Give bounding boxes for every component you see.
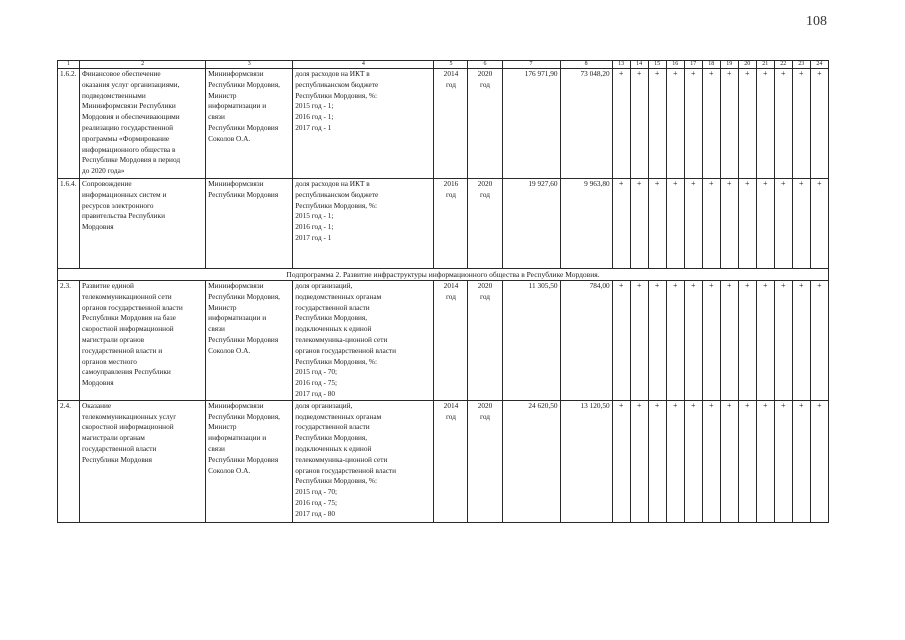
activity-name	[80, 281, 206, 401]
activity-name-line: органов местного	[82, 356, 137, 366]
plus-mark: +	[810, 281, 828, 401]
row-number: 1.6.4.	[58, 179, 80, 269]
indicator-line: 2017 год - 1	[295, 122, 332, 132]
executor-line: Соколов О.А.	[208, 465, 251, 475]
indicator-line: Республики Мордовия,	[295, 313, 368, 323]
column-number: 22	[774, 61, 792, 69]
plus-mark: +	[774, 281, 792, 401]
table-row	[58, 281, 829, 401]
plus-mark: +	[738, 400, 756, 522]
plus-mark: +	[684, 281, 702, 401]
end-year-line: год	[480, 189, 490, 199]
activity-name-line: государственной власти и	[82, 345, 163, 355]
indicator-line: органов государственной власти	[295, 465, 397, 475]
indicator	[293, 281, 434, 401]
indicator-line: доля организаций,	[295, 400, 353, 410]
indicator-line: 2017 год - 1	[295, 232, 332, 242]
activity-name-line: программы «Формирование	[82, 133, 170, 143]
column-number: 7	[502, 61, 560, 69]
activity-name-line: органов государственной власти	[82, 302, 183, 312]
executor	[206, 400, 293, 522]
end-year-line: 2020	[477, 179, 493, 188]
start-year-line: 2014	[443, 281, 459, 290]
column-number: 24	[810, 61, 828, 69]
column-number: 18	[702, 61, 720, 69]
column-number: 3	[206, 61, 293, 69]
executor-line: Министр	[208, 302, 237, 312]
plus-mark: +	[738, 281, 756, 401]
indicator	[293, 400, 434, 522]
start-year	[434, 281, 468, 401]
activity-name	[80, 179, 206, 269]
activity-name-line: Мордовия	[82, 378, 114, 388]
indicator-line: 2016 год - 75;	[295, 497, 338, 507]
end-year	[468, 69, 502, 179]
end-year-line: год	[480, 79, 490, 89]
funding-amount: 784,00	[560, 281, 612, 401]
plus-mark: +	[630, 179, 648, 269]
activity-name-line: Мининформсвязи Республики	[82, 101, 176, 111]
indicator-line: доля расходов на ИКТ в	[295, 179, 370, 188]
plus-mark: +	[684, 400, 702, 522]
executor	[206, 179, 293, 269]
indicator-line: государственной власти	[295, 422, 370, 432]
activity-name-line: самоуправления Республики	[82, 367, 171, 377]
plus-mark: +	[720, 281, 738, 401]
plus-mark: +	[756, 400, 774, 522]
start-year	[434, 179, 468, 269]
indicator-line: Республики Мордовия, %:	[295, 356, 378, 366]
funding-total: 11 305,50	[502, 281, 560, 401]
indicator-line: подключенных к единой	[295, 324, 372, 334]
executor-line: Республики Мордовия,	[208, 411, 281, 421]
plus-mark: +	[810, 179, 828, 269]
activity-name-line: Финансовое обеспечение	[82, 69, 161, 78]
indicator-line: 2016 год - 1;	[295, 112, 334, 122]
activity-name-line: до 2020 года»	[82, 166, 125, 176]
executor-line: связи	[208, 443, 225, 453]
activity-name-line: информационных систем и	[82, 189, 167, 199]
executor-line: связи	[208, 112, 225, 122]
indicator-line: 2015 год - 70;	[295, 487, 338, 497]
end-year	[468, 281, 502, 401]
executor-line: Республики Мордовия,	[208, 291, 281, 301]
plus-mark: +	[792, 400, 810, 522]
plus-mark: +	[612, 179, 630, 269]
plus-mark: +	[684, 69, 702, 179]
subprogram-title: Подпрограмма 2. Развитие инфраструктуры информационного общества в Республике Мордовия.	[58, 269, 829, 281]
plus-mark: +	[684, 179, 702, 269]
plus-mark: +	[756, 281, 774, 401]
executor-line: Министр	[208, 422, 237, 432]
plus-mark: +	[720, 69, 738, 179]
plus-mark: +	[738, 179, 756, 269]
start-year-line: год	[445, 291, 456, 301]
indicator-line: органов государственной власти	[295, 345, 397, 355]
activity-name-line: магистрали органам	[82, 433, 145, 443]
executor-line: Республики Мордовия	[208, 334, 279, 344]
end-year-line: 2020	[477, 281, 493, 290]
executor-line: Республики Мордовия	[208, 454, 279, 464]
indicator-line: телекоммуника-ционной сети	[295, 334, 388, 344]
indicator	[293, 69, 434, 179]
subprogram-row	[58, 269, 829, 281]
plus-mark: +	[648, 69, 666, 179]
plus-mark: +	[702, 69, 720, 179]
activity-name-line: ресурсов электронного	[82, 200, 154, 210]
page-number: 108	[806, 14, 827, 29]
funding-amount: 73 048,20	[560, 69, 612, 179]
plus-mark: +	[630, 281, 648, 401]
column-number: 19	[720, 61, 738, 69]
activity-name-line: Мордовия и обеспечивающими	[82, 112, 180, 122]
plus-mark: +	[810, 400, 828, 522]
start-year-line: год	[445, 189, 456, 199]
executor-line: Мининформсвязи	[208, 179, 264, 188]
plus-mark: +	[630, 400, 648, 522]
program-table	[57, 60, 829, 523]
executor-line: Республики Мордовия,	[208, 79, 281, 89]
funding-amount: 13 120,50	[560, 400, 612, 522]
indicator	[293, 179, 434, 269]
indicator-line: республиканском бюджете	[295, 79, 379, 89]
indicator-line: доля расходов на ИКТ в	[295, 69, 370, 78]
column-number: 14	[630, 61, 648, 69]
row-number: 1.6.2.	[58, 69, 80, 179]
indicator-line: доля организаций,	[295, 281, 353, 290]
column-number: 4	[293, 61, 434, 69]
plus-mark: +	[702, 400, 720, 522]
start-year-line: 2014	[443, 400, 459, 410]
activity-name-line: Республики Мордовия	[82, 454, 153, 464]
plus-mark: +	[702, 281, 720, 401]
activity-name	[80, 69, 206, 179]
column-number: 1	[58, 61, 80, 69]
start-year	[434, 69, 468, 179]
activity-name-line: Республике Мордовия в период	[82, 155, 181, 165]
plus-mark: +	[774, 179, 792, 269]
end-year-line: 2020	[477, 400, 493, 410]
column-number-row	[58, 61, 829, 69]
activity-name-line: Республики Мордовия на базе	[82, 313, 176, 323]
activity-name-line: информационного общества в	[82, 144, 176, 154]
plus-mark: +	[720, 179, 738, 269]
plus-mark: +	[666, 179, 684, 269]
column-number: 20	[738, 61, 756, 69]
activity-name-line: скоростной информационной	[82, 324, 174, 334]
activity-name-line: Оказание	[82, 400, 112, 410]
activity-name-line: Мордовия	[82, 222, 114, 232]
indicator-line: 2015 год - 70;	[295, 367, 338, 377]
indicator-line: государственной власти	[295, 302, 370, 312]
activity-name-line: Сопровождение	[82, 179, 132, 188]
indicator-line: подключенных к единой	[295, 443, 372, 453]
plus-mark: +	[666, 69, 684, 179]
plus-mark: +	[702, 179, 720, 269]
start-year	[434, 400, 468, 522]
indicator-line: Республики Мордовия, %:	[295, 90, 378, 100]
activity-name-line: правительства Республики	[82, 211, 165, 221]
executor-line: информатизации и	[208, 101, 267, 111]
start-year-line: год	[445, 411, 456, 421]
indicator-line: Республики Мордовия, %:	[295, 476, 378, 486]
start-year-line: 2016	[443, 179, 459, 188]
plus-mark: +	[648, 400, 666, 522]
end-year	[468, 400, 502, 522]
executor-line: информатизации и	[208, 433, 267, 443]
plus-mark: +	[792, 179, 810, 269]
plus-mark: +	[792, 281, 810, 401]
end-year-line: год	[480, 411, 490, 421]
activity-name-line: телекоммуникационных услуг	[82, 411, 177, 421]
column-number: 17	[684, 61, 702, 69]
plus-mark: +	[648, 179, 666, 269]
funding-total: 24 620,50	[502, 400, 560, 522]
indicator-line: 2017 год - 80	[295, 388, 336, 398]
indicator-line: подведомственных органам	[295, 411, 382, 421]
plus-mark: +	[720, 400, 738, 522]
plus-mark: +	[774, 400, 792, 522]
funding-total: 19 927,60	[502, 179, 560, 269]
column-number: 15	[648, 61, 666, 69]
activity-name-line: скоростной информационной	[82, 422, 174, 432]
executor-line: Мининформсвязи	[208, 281, 264, 290]
executor	[206, 281, 293, 401]
executor-line: Министр	[208, 90, 237, 100]
plus-mark: +	[666, 400, 684, 522]
plus-mark: +	[810, 69, 828, 179]
indicator-line: 2016 год - 75;	[295, 378, 338, 388]
executor-line: информатизации и	[208, 313, 267, 323]
column-number: 21	[756, 61, 774, 69]
indicator-line: 2017 год - 80	[295, 508, 336, 518]
executor-line: связи	[208, 324, 225, 334]
start-year-line: 2014	[443, 69, 459, 78]
plus-mark: +	[774, 69, 792, 179]
end-year-line: год	[480, 291, 490, 301]
column-number: 2	[80, 61, 206, 69]
table-row	[58, 400, 829, 522]
indicator-line: республиканском бюджете	[295, 189, 379, 199]
start-year-line: год	[445, 79, 456, 89]
executor-line: Мининформсвязи	[208, 400, 264, 410]
executor-line: Республики Мордовия	[208, 189, 279, 199]
indicator-line: 2016 год - 1;	[295, 222, 334, 232]
activity-name-line: Развитие единой	[82, 281, 134, 290]
activity-name-line: подведомственными	[82, 90, 146, 100]
column-number: 23	[792, 61, 810, 69]
column-number: 6	[468, 61, 502, 69]
plus-mark: +	[630, 69, 648, 179]
column-number: 8	[560, 61, 612, 69]
table-row	[58, 69, 829, 179]
indicator-line: телекоммуника-ционной сети	[295, 454, 388, 464]
activity-name-line: магистрали органов	[82, 334, 145, 344]
activity-name-line: оказания услуг организациями,	[82, 79, 180, 89]
table-row	[58, 179, 829, 269]
column-number: 13	[612, 61, 630, 69]
column-number: 16	[666, 61, 684, 69]
activity-name-line: реализацию государственной	[82, 122, 174, 132]
plus-mark: +	[648, 281, 666, 401]
plus-mark: +	[756, 179, 774, 269]
indicator-line: 2015 год - 1;	[295, 211, 334, 221]
executor-line: Соколов О.А.	[208, 133, 251, 143]
end-year-line: 2020	[477, 69, 493, 78]
plus-mark: +	[792, 69, 810, 179]
indicator-line: 2015 год - 1;	[295, 101, 334, 111]
plus-mark: +	[756, 69, 774, 179]
plus-mark: +	[738, 69, 756, 179]
executor-line: Соколов О.А.	[208, 345, 251, 355]
activity-name	[80, 400, 206, 522]
activity-name-line: телекоммуникационной сети	[82, 291, 172, 301]
plus-mark: +	[612, 281, 630, 401]
indicator-line: подведомственных органам	[295, 291, 382, 301]
funding-amount: 9 963,80	[560, 179, 612, 269]
row-number: 2.4.	[58, 400, 80, 522]
indicator-line: Республики Мордовия, %:	[295, 200, 378, 210]
funding-total: 176 971,90	[502, 69, 560, 179]
end-year	[468, 179, 502, 269]
row-number: 2.3.	[58, 281, 80, 401]
indicator-line: Республики Мордовия,	[295, 433, 368, 443]
executor-line: Республики Мордовия	[208, 122, 279, 132]
activity-name-line: государственной власти	[82, 443, 157, 453]
executor-line: Мининформсвязи	[208, 69, 264, 78]
plus-mark: +	[666, 281, 684, 401]
plus-mark: +	[612, 400, 630, 522]
plus-mark: +	[612, 69, 630, 179]
column-number: 5	[434, 61, 468, 69]
executor	[206, 69, 293, 179]
